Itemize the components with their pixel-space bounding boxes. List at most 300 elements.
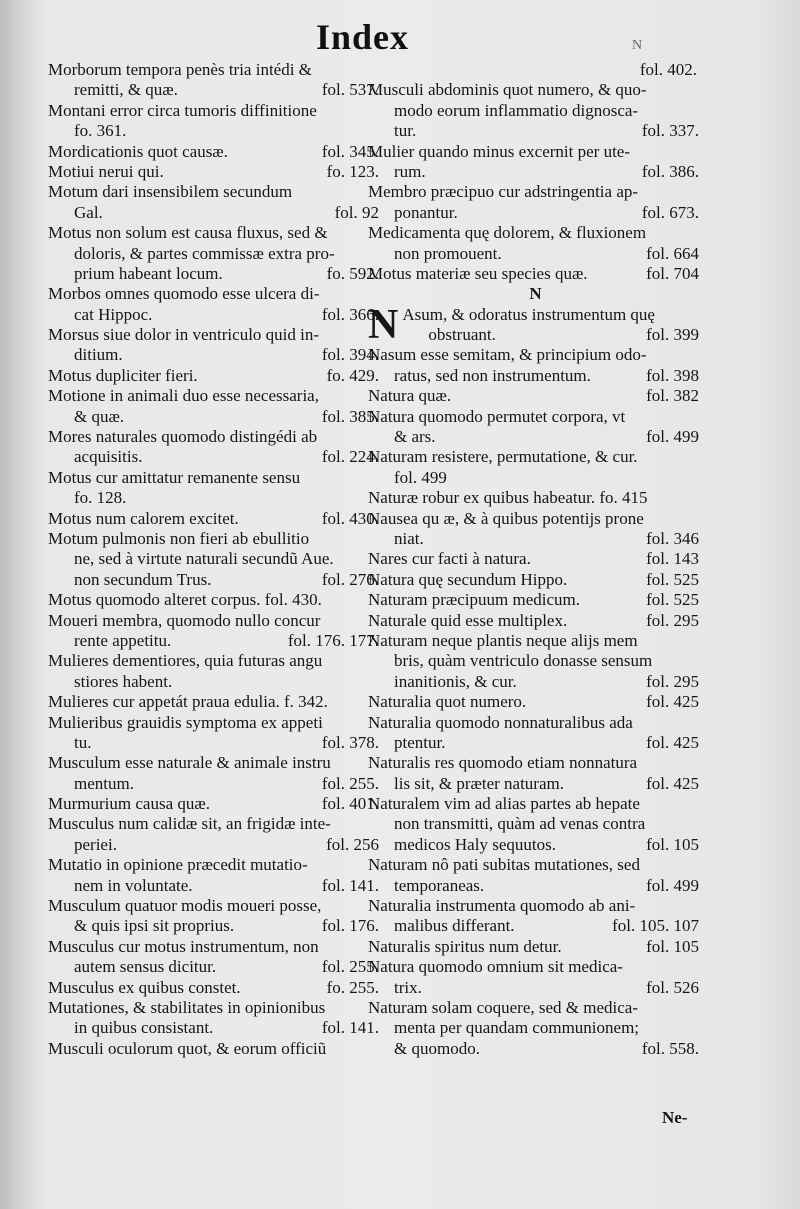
entry-text: stiores habent. — [74, 671, 173, 691]
page-title: Index — [316, 17, 410, 57]
entry-line — [48, 244, 383, 264]
index-entry — [48, 814, 383, 855]
index-entry — [48, 713, 383, 754]
entry-text: nem in voluntate. — [74, 875, 193, 895]
folio-reference: fol. 382 — [646, 386, 699, 406]
entry-line — [48, 876, 383, 896]
entry-text: Naturalis spiritus num detur. — [368, 936, 562, 956]
index-entry — [48, 509, 383, 529]
entry-line — [368, 101, 703, 121]
index-entry — [368, 182, 703, 223]
entry-line — [48, 835, 383, 855]
entry-text: Naturam resistere, permutatione, & cur. — [368, 447, 638, 467]
entry-text: periei. — [74, 834, 117, 854]
index-entry — [368, 896, 703, 937]
entry-line — [48, 1018, 383, 1038]
folio-reference: fol. 337. — [641, 121, 699, 141]
entry-text: Natura quæ. — [368, 386, 452, 406]
entry-text: Motum pulmonis non fieri ab ebullitio — [48, 528, 310, 548]
entry-line — [368, 386, 703, 406]
entry-text: Natura quę secundum Hippo. — [368, 569, 568, 589]
folio-reference: fol. 143 — [646, 549, 699, 569]
entry-text: Asum, & odoratus instrumentum quę — [402, 304, 655, 324]
entry-line — [48, 672, 383, 692]
index-entry — [48, 427, 383, 468]
index-entry — [368, 407, 703, 448]
entry-text: Morsus siue dolor in ventriculo quid in- — [48, 325, 320, 345]
index-entry — [48, 529, 383, 590]
index-entry — [368, 713, 703, 754]
folio-reference: fol. 276. — [321, 569, 379, 589]
entry-text: Naturale quid esse multiplex. — [368, 610, 568, 630]
page-header — [0, 10, 800, 58]
entry-line — [48, 978, 383, 998]
entry-line — [368, 814, 703, 834]
entry-line — [48, 345, 383, 365]
entry-text: Motus cur amittatur remanente sensu — [48, 467, 301, 487]
entry-text: Naturalia quomodo nonnaturalibus ada — [368, 712, 633, 732]
entry-line — [368, 1039, 703, 1059]
entry-line — [48, 692, 383, 712]
entry-line — [48, 529, 383, 549]
entry-line — [48, 80, 383, 100]
entry-line — [48, 468, 383, 488]
entry-text: fol. 499 — [394, 467, 447, 487]
index-entry — [368, 386, 703, 406]
entry-line — [368, 753, 703, 773]
index-entry — [48, 162, 383, 182]
entry-text: Musculus num calidæ sit, an frigidæ inte- — [48, 814, 331, 834]
entry-line — [368, 916, 703, 936]
folio-reference: fol. 345. — [321, 141, 379, 161]
index-entry — [48, 998, 383, 1039]
index-entry — [368, 570, 703, 590]
index-entry — [368, 998, 703, 1059]
entry-text: Morbos omnes quomodo esse ulcera di- — [48, 284, 320, 304]
folio-reference: fol. 425 — [646, 732, 699, 752]
entry-text: trix. — [394, 977, 422, 997]
index-entry — [368, 855, 703, 896]
entry-text: rente appetitu. — [74, 630, 172, 650]
folio-reference: fol. 526 — [646, 977, 699, 997]
entry-text: & ars. — [394, 427, 436, 447]
entry-text: Naturam solam coquere, sed & medica- — [368, 997, 639, 1017]
folio-reference: fol. 673. — [641, 202, 699, 222]
folio-reference: fol. 224. — [321, 447, 379, 467]
folio-reference: fol. 499 — [646, 427, 699, 447]
entry-text: Mulieres cur appetát praua edulia. f. 342. — [48, 692, 328, 712]
entry-line — [368, 978, 703, 998]
entry-line — [48, 509, 383, 529]
index-entry — [48, 182, 383, 223]
entry-text: Natura quomodo permutet corpora, vt — [368, 406, 626, 426]
folio-reference: fol. 558. — [641, 1038, 699, 1058]
entry-line — [48, 590, 383, 610]
entry-line — [368, 549, 703, 569]
entry-text: Motus dupliciter fieri. — [48, 365, 198, 385]
entry-line — [48, 957, 383, 977]
entry-text: Musculus cur motus instrumentum, non — [48, 936, 319, 956]
entry-line — [368, 223, 703, 243]
index-entry — [368, 509, 703, 550]
entry-text: & quis ipsi sit proprius. — [74, 916, 235, 936]
entry-text: in quibus consistant. — [74, 1018, 214, 1038]
folio-reference: fol. 386. — [641, 161, 699, 181]
entry-line — [48, 753, 383, 773]
index-entry — [368, 590, 703, 610]
index-column-left — [48, 60, 383, 1059]
entry-text: lis sit, & præter naturam. — [394, 773, 564, 793]
entry-line — [48, 713, 383, 733]
entry-line — [368, 957, 703, 977]
entry-text: acquisitis. — [74, 447, 143, 467]
index-entry — [368, 794, 703, 855]
index-entry — [48, 692, 383, 712]
entry-text: Nasum esse semitam, & principium odo- — [368, 345, 647, 365]
entry-line — [48, 549, 383, 569]
entry-line — [368, 529, 703, 549]
index-entry — [368, 264, 703, 284]
entry-text: Naturæ robur ex quibus habeatur. fo. 415 — [368, 488, 648, 508]
entry-text: tu. — [74, 732, 92, 752]
index-entry — [368, 753, 703, 794]
entry-text: Moueri membra, quomodo nullo concur — [48, 610, 321, 630]
entry-line — [368, 121, 703, 141]
entry-line — [368, 244, 703, 264]
entry-line — [368, 713, 703, 733]
entry-line — [48, 182, 383, 202]
entry-line — [48, 366, 383, 386]
index-entry — [48, 753, 383, 794]
entry-line — [48, 998, 383, 1018]
entry-line — [368, 264, 703, 284]
index-entry — [48, 1039, 383, 1059]
entry-line — [402, 325, 703, 345]
index-entry — [48, 284, 383, 325]
folio-reference: fol. 141. — [321, 1018, 379, 1038]
entry-line — [48, 733, 383, 753]
entry-line — [368, 142, 703, 162]
index-entry — [48, 937, 383, 978]
entry-text: Musculus ex quibus constet. — [48, 977, 241, 997]
entry-text: Membro præcipuo cur adstringentia ap- — [368, 182, 639, 202]
entry-line — [48, 407, 383, 427]
entry-line — [48, 264, 383, 284]
folio-reference: fo. 123. — [326, 161, 379, 181]
entry-line — [48, 284, 383, 304]
entry-line — [48, 427, 383, 447]
entry-line — [48, 570, 383, 590]
entry-line — [48, 896, 383, 916]
entry-text: Naturalem vim ad alias partes ab hepate — [368, 794, 640, 814]
drop-cap: N — [368, 301, 399, 348]
entry-text: doloris, & partes commissæ extra pro- — [74, 243, 335, 263]
entry-line — [368, 590, 703, 610]
entry-line — [48, 488, 383, 508]
folio-reference: fol. 255. — [321, 773, 379, 793]
entry-text: Motiui nerui qui. — [48, 161, 164, 181]
folio-reference: fol. 425 — [646, 692, 699, 712]
entry-line — [402, 305, 703, 325]
entry-text: Medicamenta quę dolorem, & fluxionem — [368, 223, 647, 243]
entry-text: Motione in animali duo esse necessaria, — [48, 386, 319, 406]
index-entry — [368, 345, 703, 386]
entry-line — [48, 774, 383, 794]
entry-line — [368, 162, 703, 182]
folio-reference: fol. 366. — [321, 304, 379, 324]
index-entry — [48, 325, 383, 366]
folio-reference: fol. 430. — [321, 508, 379, 528]
index-entry — [368, 937, 703, 957]
entry-line — [368, 631, 703, 651]
entry-text: Naturalia quot numero. — [368, 692, 527, 712]
entry-line — [48, 223, 383, 243]
entry-text: tur. — [394, 121, 417, 141]
entry-line — [368, 468, 703, 488]
index-entry — [48, 386, 383, 427]
index-entry — [368, 957, 703, 998]
folio-reference: fol. 525 — [646, 569, 699, 589]
entry-text: malibus differant. — [394, 916, 515, 936]
entry-text: Mulier quando minus excernit per ute- — [368, 141, 631, 161]
entry-text: Morborum tempora penès tria intédi & — [48, 60, 312, 79]
index-entry — [48, 590, 383, 610]
entry-line — [48, 937, 383, 957]
entry-line — [368, 998, 703, 1018]
index-entry — [48, 223, 383, 284]
folio-reference: fol. 255. — [321, 957, 379, 977]
entry-line — [48, 447, 383, 467]
entry-line — [48, 651, 383, 671]
entry-text: obstruant. — [428, 325, 496, 345]
entry-text: Motus quomodo alteret corpus. fol. 430. — [48, 590, 322, 610]
bleed-through-letter: N — [632, 38, 643, 53]
folio-reference: fol. 401. — [321, 794, 379, 814]
folio-reference: fol. 295 — [646, 671, 699, 691]
entry-text: mentum. — [74, 773, 134, 793]
entry-line — [368, 733, 703, 753]
entry-line — [368, 774, 703, 794]
entries-n-group — [368, 301, 703, 1059]
entry-line — [368, 182, 703, 202]
entry-text: & quæ. — [74, 406, 125, 426]
index-entry — [48, 794, 383, 814]
entry-line — [48, 203, 383, 223]
index-entry — [48, 366, 383, 386]
index-entry — [368, 631, 703, 692]
entry-text: Motum dari insensibilem secundum — [48, 182, 293, 202]
entry-line — [48, 121, 383, 141]
entry-text: ptentur. — [394, 732, 446, 752]
entry-text: Mutationes, & stabilitates in opinionibus — [48, 997, 326, 1017]
entry-text: menta per quandam communionem; — [394, 1018, 640, 1038]
entry-text: Musculum quatuor modis moueri posse, — [48, 896, 322, 916]
entry-text: Naturam neque plantis neque alijs mem — [368, 630, 638, 650]
folio-reference: fo. 255. — [326, 977, 379, 997]
entry-line — [368, 447, 703, 467]
entry-text: ratus, sed non instrumentum. — [394, 365, 591, 385]
index-entry — [48, 101, 383, 142]
entry-line — [368, 80, 703, 100]
index-entry — [368, 447, 703, 488]
index-entry — [48, 978, 383, 998]
entry-line — [48, 142, 383, 162]
folio-reference: fol. 398 — [646, 365, 699, 385]
entry-text: bris, quàm ventriculo donasse sensum — [394, 651, 653, 671]
entry-line — [368, 570, 703, 590]
entry-text: Naturam nô pati subitas mutationes, sed — [368, 855, 640, 875]
entry-line — [48, 916, 383, 936]
entry-text: inanitionis, & cur. — [394, 671, 517, 691]
entry-line — [48, 325, 383, 345]
entry-text: niat. — [394, 528, 424, 548]
entry-text: Nares cur facti à natura. — [368, 549, 531, 569]
folio-reference: fol. 664 — [646, 243, 699, 263]
entry-line — [368, 672, 703, 692]
continued-reference: fol. 402. — [639, 60, 697, 79]
folio-reference: fol. 378. — [321, 732, 379, 752]
entry-line — [368, 692, 703, 712]
entry-text: Musculi oculorum quot, & eorum officiũ — [48, 1038, 327, 1058]
folio-reference: fol. 385. — [321, 406, 379, 426]
entry-line — [368, 427, 703, 447]
entry-line — [368, 203, 703, 223]
entry-line — [368, 366, 703, 386]
folio-reference: fol. 525 — [646, 590, 699, 610]
entry-text: Nausea qu æ, & à quibus potentijs prone — [368, 508, 644, 528]
entry-text: remitti, & quæ. — [74, 80, 178, 100]
index-entry — [368, 142, 703, 183]
entry-text: prium habeant locum. — [74, 263, 223, 283]
index-entry — [48, 611, 383, 652]
folio-reference: fol. 105 — [646, 936, 699, 956]
entry-text: ponantur. — [394, 202, 458, 222]
entry-line — [368, 794, 703, 814]
entry-text: Motus non solum est causa fluxus, sed & — [48, 223, 328, 243]
entry-line — [48, 1039, 383, 1059]
entry-text: & quomodo. — [394, 1038, 480, 1058]
entry-text: Montani error circa tumoris diffinitione — [48, 100, 317, 120]
folio-reference: fol. 295 — [646, 610, 699, 630]
entry-line — [48, 305, 383, 325]
entry-line — [368, 509, 703, 529]
entry-text: Mulieribus grauidis symptoma ex appeti — [48, 712, 323, 732]
folio-reference: fol. 499 — [646, 875, 699, 895]
folio-reference: fol. 176. 177. — [287, 630, 379, 650]
index-entry — [368, 549, 703, 569]
index-entry — [48, 651, 383, 692]
folio-reference: fol. 141. — [321, 875, 379, 895]
entry-line — [368, 1018, 703, 1038]
entry-text: Natura quomodo omnium sit medica- — [368, 957, 623, 977]
entry-text: Mutatio in opinione præcedit mutatio- — [48, 855, 308, 875]
catchword: Ne- — [662, 1108, 688, 1127]
index-entry — [368, 692, 703, 712]
folio-reference: fol. 346 — [646, 528, 699, 548]
entry-line — [368, 407, 703, 427]
entry-line — [48, 60, 383, 80]
entry-text: ne, sed à virtute naturali secundũ Aue. — [74, 549, 334, 569]
entry-text: Naturalia instrumenta quomodo ab ani- — [368, 896, 636, 916]
folio-reference: fol. 105. 107 — [612, 916, 699, 936]
folio-reference: fol. 394. — [321, 345, 379, 365]
entry-line — [48, 611, 383, 631]
index-entry — [48, 142, 383, 162]
entry-text: Gal. — [74, 202, 103, 222]
folio-reference: fol. 704 — [646, 263, 699, 283]
index-entry — [48, 896, 383, 937]
folio-reference: fo. 429. — [326, 365, 379, 385]
index-entry — [48, 468, 383, 509]
entry-text: non promouent. — [394, 243, 502, 263]
entry-line — [368, 651, 703, 671]
entry-line — [368, 855, 703, 875]
entry-text: Musculum esse naturale & animale instru — [48, 753, 331, 773]
index-column-right — [368, 60, 703, 1059]
entry-text: non transmitti, quàm ad venas contra — [394, 814, 646, 834]
folio-reference: fol. 92 — [334, 202, 379, 222]
entry-text: ditium. — [74, 345, 123, 365]
folio-reference: fol. 425 — [646, 773, 699, 793]
index-entry — [368, 301, 703, 348]
entry-line — [48, 855, 383, 875]
entry-text: Murmurium causa quæ. — [48, 794, 210, 814]
folio-reference: fol. 105 — [646, 834, 699, 854]
entry-text: non secundum Trus. — [74, 569, 212, 589]
section-letter-n: N — [529, 284, 542, 304]
entry-line — [368, 937, 703, 957]
entry-text: cat Hippoc. — [74, 304, 153, 324]
entry-line — [368, 896, 703, 916]
entry-text: fo. 361. — [74, 121, 127, 141]
entry-line — [368, 835, 703, 855]
index-entry — [48, 60, 383, 101]
folio-reference: fol. 256 — [326, 834, 379, 854]
entry-line — [48, 631, 383, 651]
index-entry — [368, 611, 703, 631]
entry-text: rum. — [394, 161, 426, 181]
entry-text: Naturalis res quomodo etiam nonnatura — [368, 753, 638, 773]
entry-line — [368, 611, 703, 631]
entry-text: Mordicationis quot causæ. — [48, 141, 228, 161]
entry-text: Motus materiæ seu species quæ. — [368, 263, 588, 283]
entry-line — [48, 814, 383, 834]
index-entry — [368, 223, 703, 264]
entry-text: autem sensus dicitur. — [74, 957, 217, 977]
index-entry — [48, 855, 383, 896]
entry-text: Mores naturales quomodo distingédi ab — [48, 427, 318, 447]
entry-text: fo. 128. — [74, 488, 127, 508]
folio-reference: fol. 537. — [321, 80, 379, 100]
entry-text: Naturam præcipuum medicum. — [368, 590, 580, 610]
entry-text: temporaneas. — [394, 875, 485, 895]
entry-text: modo eorum inflammatio dignosca- — [394, 100, 639, 120]
entry-line — [368, 345, 703, 365]
folio-reference: fol. 399 — [646, 325, 699, 345]
entry-text: medicos Haly sequutos. — [394, 834, 556, 854]
index-entry — [368, 80, 703, 141]
folio-reference: fol. 176. — [321, 916, 379, 936]
entry-line — [368, 876, 703, 896]
entry-line — [48, 101, 383, 121]
folio-reference: fo. 592. — [326, 263, 379, 283]
entry-text: Musculi abdominis quot numero, & quo- — [368, 80, 647, 100]
entry-text: Mulieres dementiores, quia futuras angu — [48, 651, 323, 671]
index-entry — [368, 488, 703, 508]
entry-text: Motus num calorem excitet. — [48, 508, 239, 528]
entry-line — [48, 386, 383, 406]
entry-line — [48, 162, 383, 182]
